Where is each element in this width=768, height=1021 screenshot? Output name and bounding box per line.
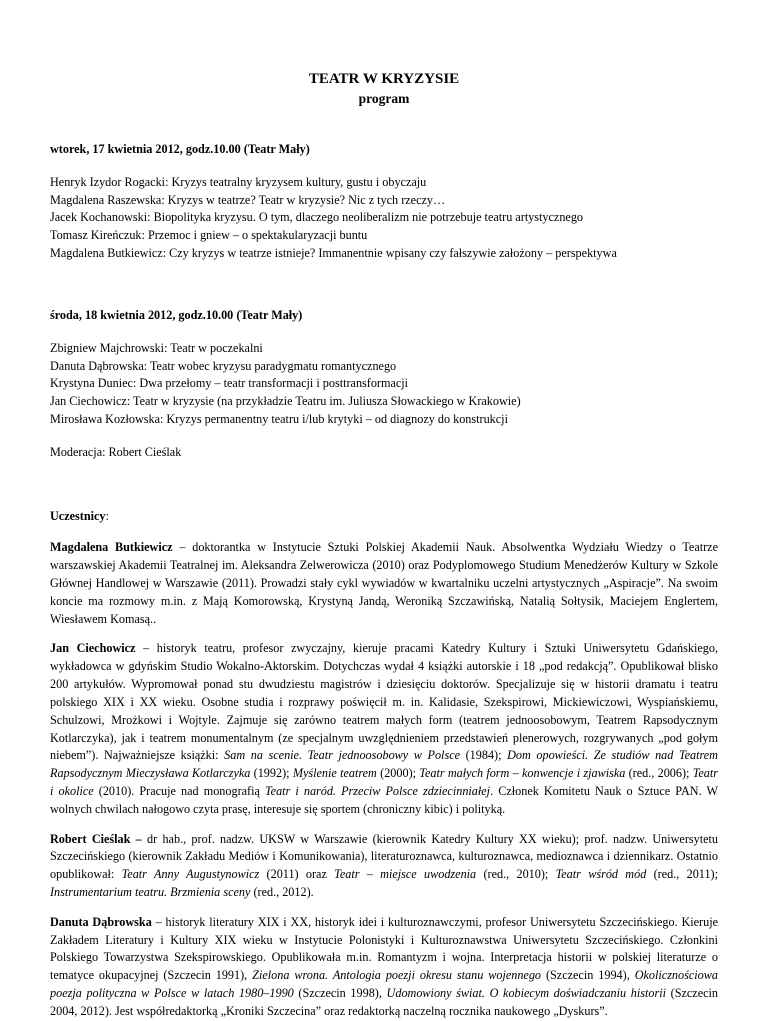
publication-title: Instrumentarium teatru. Brzmienia sceny <box>50 885 251 900</box>
talk-item: Mirosława Kozłowska: Kryzys permanentny teatru i/lub krytyki – od diagnozy do konstrukcji <box>50 411 508 426</box>
talk-item: Tomasz Kireńczuk: Przemoc i gniew – o spektakularyzacji buntu <box>50 228 368 243</box>
talk-item: Magdalena Raszewska: Kryzys w teatrze? Teatr w kryzysie? Nic z tych rzeczy… <box>50 192 446 207</box>
publication-title: Sam na scenie. Teatr jednoosobowy w Polsce <box>224 748 461 763</box>
bio-text: – historyk literatury XIX i XX, historyk idei i kulturoznawczymi, profesor Uniwersytetu Szczecińskiego. Kieruje Zakładem Literatury i Kultury XIX wieku w Instytucie Polonistyki i Kulturoznawstwa Uniwersytetu Szczecińskiego. Członkini Polskiego Towarzystwa Szekspirowskiego. Opublikowała m.in. Romantyzm i wojna. Interpretacja historii w polskiej literaturze o tematyce okupacyjnej (Szczecin 1991), <box>50 914 718 983</box>
talk-item: Zbigniew Majchrowski: Teatr w poczekalni <box>50 340 263 355</box>
bio-text: (red., 2006); <box>625 766 693 781</box>
participant-name: Magdalena Butkiewicz <box>50 540 173 555</box>
publication-title: Teatr wśród mód <box>555 867 647 882</box>
day-heading-tuesday: wtorek, 17 kwietnia 2012, godz.10.00 (Teatr Mały) <box>50 142 310 157</box>
talk-item: Jacek Kochanowski: Biopolityka kryzysu. O tym, dlaczego neoliberalizm nie potrzebuje teatru artystycznego <box>50 210 584 225</box>
document-title: TEATR W KRYZYSIE <box>308 71 460 87</box>
bio-text: (Szczecin 2004, 2012). Jest współredaktorką „Kroniki Szczecina” oraz redaktorką naczelną rocznika naukowego „Dyskurs”. <box>50 986 718 1018</box>
publication-title: Myślenie teatrem <box>292 766 377 781</box>
publication-title: Teatr i okolice <box>50 766 718 798</box>
bio-text: (Szczecin 1998), <box>293 986 387 1001</box>
talk-list-wednesday <box>50 340 718 429</box>
moderation-note: Moderacja: Robert Cieślak <box>50 444 182 459</box>
document-subtitle: program <box>358 90 410 106</box>
day-heading-wednesday: środa, 18 kwietnia 2012, godz.10.00 (Teatr Mały) <box>50 307 303 322</box>
bio-text: (red., 2010); <box>476 867 556 882</box>
participant-bio <box>50 640 718 818</box>
participants-heading-colon: : <box>105 508 109 523</box>
talk-item: Magdalena Butkiewicz: Czy kryzys w teatrze istnieje? Immanentnie wpisany czy fałszywie założony – perspektywa <box>50 246 617 261</box>
participant-name: Robert Cieślak – <box>50 831 142 846</box>
publication-title: Teatr – miejsce uwodzenia <box>334 867 477 882</box>
talk-item: Jan Ciechowicz: Teatr w kryzysie (na przykładzie Teatru im. Juliusza Słowackiego w Krakowie) <box>50 394 521 409</box>
bio-text: (Szczecin 1994), <box>541 968 635 983</box>
bio-text: (red., 2012). <box>250 885 314 900</box>
publication-title: Teatr Anny Augustynowicz <box>121 867 260 882</box>
publication-title: Udomowiony świat. O kobiecym doświadczaniu historii <box>386 986 666 1001</box>
bio-text: (2011) oraz <box>259 867 335 882</box>
bio-text: (red., 2011); <box>646 867 718 882</box>
publication-title: Dom opowieści. Ze studiów nad Teatrem Rapsodycznym Mieczysława Kotlarczyka <box>50 748 718 781</box>
talk-item: Henryk Izydor Rogacki: Kryzys teatralny kryzysem kultury, gustu i obyczaju <box>50 174 427 189</box>
publication-title: Teatr małych form – konwencje i zjawiska <box>419 766 626 781</box>
bio-text: – doktorantka w Instytucie Sztuki Polskiej Akademii Nauk. Absolwentka Wydziału Wiedzy o Teatrze warszawskiej Akademii Teatralnej im. Aleksandra Zelwerowicza (2010) oraz Podyplomowego Studium Menedżerów Kultury w Szkole Głównej Handlowej w Warszawie (2011). Prowadzi stały cykl wywiadów w kwartalniku uczelni artystycznych „Aspiracje”. Na swoim koncie ma rozmowy m.in. z Mają Komorowską, Krystyną Jandą, Weroniką Szczawińską, Natalią Sołtysik, Maciejem Englertem, Wiesławem Komasą.. <box>50 540 718 626</box>
publication-title: Okolicznościowa poezja polityczna w Polsce w latach 1980–1990 <box>50 968 718 1001</box>
publication-title: Teatr i naród. Przeciw Polsce zdziecinniałej <box>265 783 491 798</box>
bio-text: – historyk teatru, profesor zwyczajny, kieruje pracami Katedry Kultury i Sztuki Uniwersytetu Gdańskiego, wykładowca w gdyńskim Studio Wokalno-Aktorskim. Dotychczas wydał 4 książki autorskie i 18 „pod redakcją”. Opublikował blisko 200 artykułów. Wypromował ponad stu dwudziestu magistrów i dziesięciu doktorów. Specjalizuje się w historii dramatu i teatru polskiego XIX i XX wieku. Osobne studia i rozprawy poświęcił m. in. Kalidasie, Szekspirowi, Mickiewiczowi, Wyspiańskiemu, Schulzowi, Mrożkowi i Wojtyle. Zajmuje się zarówno teatrem małych form (teatrem jednoosobowym, Teatrem Rapsodycznym Kotlarczyka), jak i teatrem monumentalnym (ze specjalnym uwzględnieniem przedstawień plenerowych, rozgrywanych „pod gołym niebem”). Najważniejsze książki: <box>50 641 718 763</box>
participants-heading-label: Uczestnicy <box>50 508 106 523</box>
participant-bios <box>50 539 718 1020</box>
talk-item: Danuta Dąbrowska: Teatr wobec kryzysu paradygmatu romantycznego <box>50 358 397 373</box>
bio-text: (1992); <box>250 766 293 781</box>
participant-bio <box>50 831 718 902</box>
bio-text: dr hab., prof. nadzw. UKSW w Warszawie (kierownik Katedry Kultury XX wieku); prof. nadzw. Uniwersytetu Szczecińskiego (kierownik Zakładu Mediów i Komunikowania), literaturoznawca, kulturoznawca, medioznawca i dziennikarz. Ostatnio opublikował: <box>50 831 718 882</box>
participant-bio <box>50 539 718 628</box>
bio-text: (2000); <box>376 766 420 781</box>
talk-list-tuesday <box>50 174 718 263</box>
bio-text: . Członek Komitetu Nauk o Sztuce PAN. W wolnych chwilach nałogowo czyta prasę, interesuje się sportem (chroniczny kibic) i polityką. <box>50 783 718 816</box>
participants-heading <box>50 508 718 526</box>
bio-text: (2010). Pracuje nad monografią <box>93 783 265 798</box>
publication-title: Zielona wrona. Antologia poezji okresu stanu wojennego <box>252 968 542 983</box>
participant-bio <box>50 914 718 1021</box>
participant-name: Jan Ciechowicz <box>50 641 136 656</box>
participant-name: Danuta Dąbrowska <box>50 914 152 929</box>
bio-text: (1984); <box>460 748 508 763</box>
talk-item: Krystyna Duniec: Dwa przełomy – teatr transformacji i posttransformacji <box>50 376 409 391</box>
